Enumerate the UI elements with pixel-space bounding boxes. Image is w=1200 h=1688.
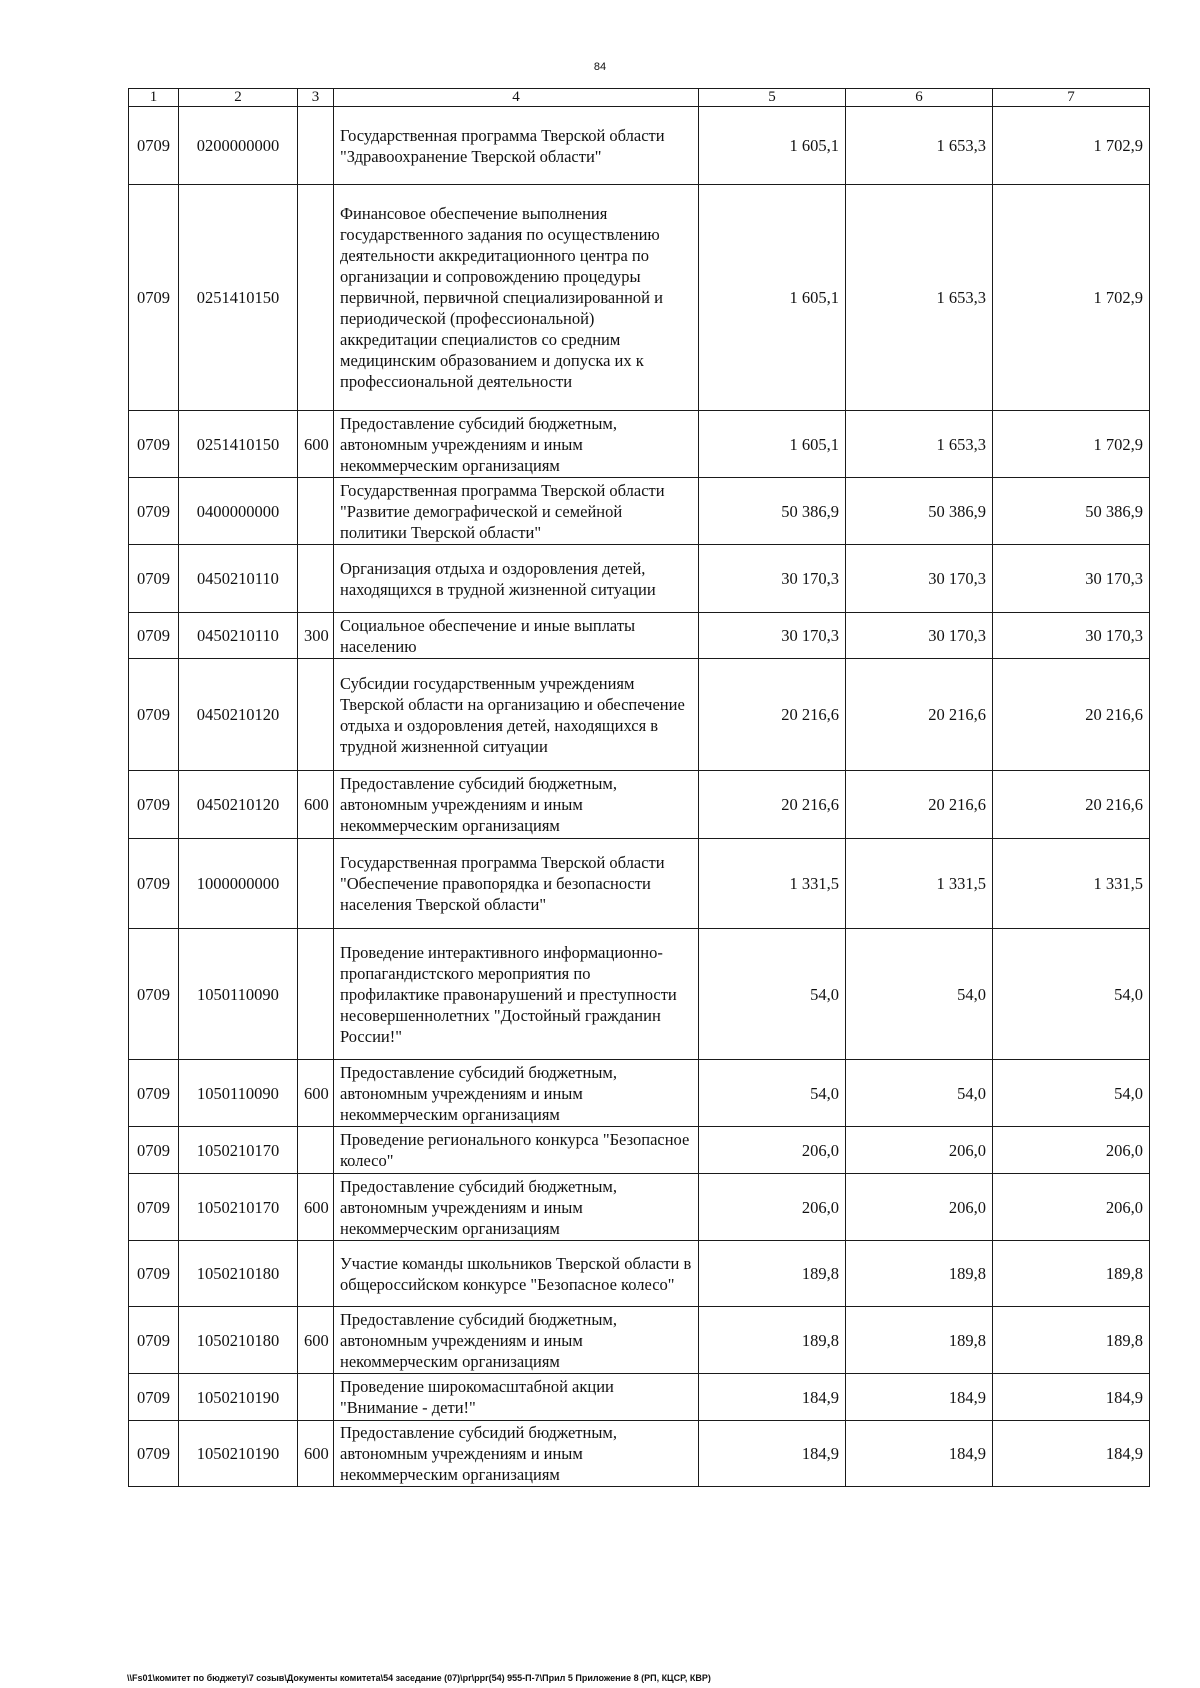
name-cell: Государственная программа Тверской области "Развитие демографической и семейной политики Тверской области" [334,478,699,545]
expense-type-cell [298,185,334,411]
amount-year1-cell: 184,9 [699,1421,846,1487]
amount-year1-cell: 206,0 [699,1127,846,1174]
target-item-cell: 0400000000 [179,478,298,545]
target-item-cell: 0251410150 [179,185,298,411]
amount-year3-cell: 20 216,6 [993,771,1150,839]
amount-year1-cell: 189,8 [699,1241,846,1307]
target-item-cell: 0200000000 [179,107,298,185]
table-row [129,839,1150,929]
expense-type-cell [298,107,334,185]
amount-year3-cell: 1 702,9 [993,185,1150,411]
target-item-cell: 0251410150 [179,411,298,478]
amount-year2-cell: 206,0 [846,1127,993,1174]
amount-year2-cell: 184,9 [846,1374,993,1421]
name-cell: Финансовое обеспечение выполнения государственного задания по осуществлению деятельности аккредитационного центра по организации и сопровождению процедуры первичной, первичной специализированной и периодической (профессиональной) аккредитации специалистов со средним медицинским образованием и допуска их к профессиональной деятельности [334,185,699,411]
amount-year2-cell: 189,8 [846,1307,993,1374]
target-item-cell: 1050110090 [179,929,298,1060]
amount-year2-cell: 1 331,5 [846,839,993,929]
amount-year3-cell: 1 702,9 [993,107,1150,185]
target-item-cell: 1050210180 [179,1241,298,1307]
section-cell: 0709 [129,1127,179,1174]
section-cell: 0709 [129,1241,179,1307]
name-cell: Предоставление субсидий бюджетным, автономным учреждениям и иным некоммерческим организациям [334,771,699,839]
amount-year2-cell: 206,0 [846,1174,993,1241]
amount-year2-cell: 54,0 [846,1060,993,1127]
amount-year2-cell: 30 170,3 [846,545,993,613]
table-row [129,411,1150,478]
amount-year1-cell: 54,0 [699,929,846,1060]
amount-year2-cell: 30 170,3 [846,613,993,659]
expense-type-cell: 600 [298,771,334,839]
expense-type-cell [298,478,334,545]
expense-type-cell: 600 [298,411,334,478]
table-row [129,1174,1150,1241]
table-row [129,613,1150,659]
amount-year1-cell: 189,8 [699,1307,846,1374]
header-row [129,89,1150,107]
name-cell: Предоставление субсидий бюджетным, автономным учреждениям и иным некоммерческим организациям [334,411,699,478]
header-col-6: 6 [846,89,993,107]
name-cell: Социальное обеспечение и иные выплаты населению [334,613,699,659]
budget-table [128,88,1150,1487]
target-item-cell: 1050210170 [179,1127,298,1174]
target-item-cell: 0450210110 [179,545,298,613]
expense-type-cell [298,839,334,929]
amount-year1-cell: 1 331,5 [699,839,846,929]
amount-year3-cell: 30 170,3 [993,613,1150,659]
expense-type-cell [298,1127,334,1174]
section-cell: 0709 [129,771,179,839]
name-cell: Предоставление субсидий бюджетным, автономным учреждениям и иным некоммерческим организациям [334,1421,699,1487]
target-item-cell: 1050210180 [179,1307,298,1374]
section-cell: 0709 [129,839,179,929]
section-cell: 0709 [129,1374,179,1421]
expense-type-cell [298,929,334,1060]
name-cell: Предоставление субсидий бюджетным, автономным учреждениям и иным некоммерческим организациям [334,1174,699,1241]
amount-year2-cell: 1 653,3 [846,411,993,478]
section-cell: 0709 [129,1060,179,1127]
amount-year2-cell: 1 653,3 [846,107,993,185]
expense-type-cell: 600 [298,1174,334,1241]
amount-year1-cell: 30 170,3 [699,613,846,659]
table-row [129,659,1150,771]
file-path-footer: \\Fs01\комитет по бюджету\7 созыв\Документы комитета\54 заседание (07)\pr\ppr(54) 955-П-7\Прил 5 Приложение 8 (РП, КЦСР, КВР) [127,1673,711,1683]
amount-year2-cell: 20 216,6 [846,659,993,771]
name-cell: Организация отдыха и оздоровления детей, находящихся в трудной жизненной ситуации [334,545,699,613]
amount-year3-cell: 30 170,3 [993,545,1150,613]
header-col-7: 7 [993,89,1150,107]
amount-year1-cell: 1 605,1 [699,185,846,411]
table-row [129,1241,1150,1307]
amount-year1-cell: 184,9 [699,1374,846,1421]
amount-year2-cell: 50 386,9 [846,478,993,545]
table-row [129,771,1150,839]
name-cell: Проведение регионального конкурса "Безопасное колесо" [334,1127,699,1174]
section-cell: 0709 [129,659,179,771]
table-row [129,185,1150,411]
header-col-3: 3 [298,89,334,107]
section-cell: 0709 [129,1174,179,1241]
amount-year3-cell: 50 386,9 [993,478,1150,545]
target-item-cell: 1050210190 [179,1421,298,1487]
amount-year1-cell: 1 605,1 [699,107,846,185]
amount-year3-cell: 1 702,9 [993,411,1150,478]
table-row [129,1374,1150,1421]
name-cell: Предоставление субсидий бюджетным, автономным учреждениям и иным некоммерческим организациям [334,1060,699,1127]
amount-year2-cell: 189,8 [846,1241,993,1307]
name-cell: Предоставление субсидий бюджетным, автономным учреждениям и иным некоммерческим организациям [334,1307,699,1374]
name-cell: Участие команды школьников Тверской области в общероссийском конкурсе "Безопасное колесо" [334,1241,699,1307]
section-cell: 0709 [129,478,179,545]
expense-type-cell: 600 [298,1060,334,1127]
header-col-1: 1 [129,89,179,107]
section-cell: 0709 [129,545,179,613]
name-cell: Проведение широкомасштабной акции "Внимание - дети!" [334,1374,699,1421]
section-cell: 0709 [129,107,179,185]
name-cell: Государственная программа Тверской области "Здравоохранение Тверской области" [334,107,699,185]
table-row [129,929,1150,1060]
table-row [129,1060,1150,1127]
header-col-5: 5 [699,89,846,107]
page-number: 84 [593,61,607,73]
name-cell: Проведение интерактивного информационно-пропагандистского мероприятия по профилактике правонарушений и преступности несовершеннолетних "Достойный гражданин России!" [334,929,699,1060]
amount-year3-cell: 206,0 [993,1174,1150,1241]
header-col-2: 2 [179,89,298,107]
amount-year2-cell: 1 653,3 [846,185,993,411]
expense-type-cell: 600 [298,1307,334,1374]
amount-year2-cell: 184,9 [846,1421,993,1487]
section-cell: 0709 [129,613,179,659]
table-row [129,107,1150,185]
expense-type-cell: 600 [298,1421,334,1487]
target-item-cell: 0450210110 [179,613,298,659]
amount-year1-cell: 20 216,6 [699,771,846,839]
target-item-cell: 0450210120 [179,771,298,839]
amount-year3-cell: 189,8 [993,1241,1150,1307]
amount-year1-cell: 30 170,3 [699,545,846,613]
amount-year1-cell: 206,0 [699,1174,846,1241]
amount-year3-cell: 20 216,6 [993,659,1150,771]
section-cell: 0709 [129,929,179,1060]
amount-year3-cell: 206,0 [993,1127,1150,1174]
name-cell: Субсидии государственным учреждениям Тверской области на организацию и обеспечение отдыха и оздоровления детей, находящихся в трудной жизненной ситуации [334,659,699,771]
amount-year2-cell: 54,0 [846,929,993,1060]
expense-type-cell [298,1241,334,1307]
amount-year3-cell: 189,8 [993,1307,1150,1374]
amount-year1-cell: 1 605,1 [699,411,846,478]
section-cell: 0709 [129,1421,179,1487]
header-col-4: 4 [334,89,699,107]
table-row [129,545,1150,613]
expense-type-cell: 300 [298,613,334,659]
expense-type-cell [298,1374,334,1421]
table-row [129,1307,1150,1374]
table-row [129,478,1150,545]
expense-type-cell [298,659,334,771]
amount-year2-cell: 20 216,6 [846,771,993,839]
amount-year3-cell: 184,9 [993,1421,1150,1487]
expense-type-cell [298,545,334,613]
amount-year3-cell: 1 331,5 [993,839,1150,929]
target-item-cell: 1050210170 [179,1174,298,1241]
table-row [129,1421,1150,1487]
amount-year1-cell: 50 386,9 [699,478,846,545]
amount-year3-cell: 54,0 [993,1060,1150,1127]
amount-year1-cell: 54,0 [699,1060,846,1127]
table-row [129,1127,1150,1174]
target-item-cell: 1050110090 [179,1060,298,1127]
section-cell: 0709 [129,185,179,411]
section-cell: 0709 [129,411,179,478]
amount-year1-cell: 20 216,6 [699,659,846,771]
name-cell: Государственная программа Тверской области "Обеспечение правопорядка и безопасности населения Тверской области" [334,839,699,929]
section-cell: 0709 [129,1307,179,1374]
target-item-cell: 0450210120 [179,659,298,771]
amount-year3-cell: 54,0 [993,929,1150,1060]
target-item-cell: 1000000000 [179,839,298,929]
amount-year3-cell: 184,9 [993,1374,1150,1421]
target-item-cell: 1050210190 [179,1374,298,1421]
